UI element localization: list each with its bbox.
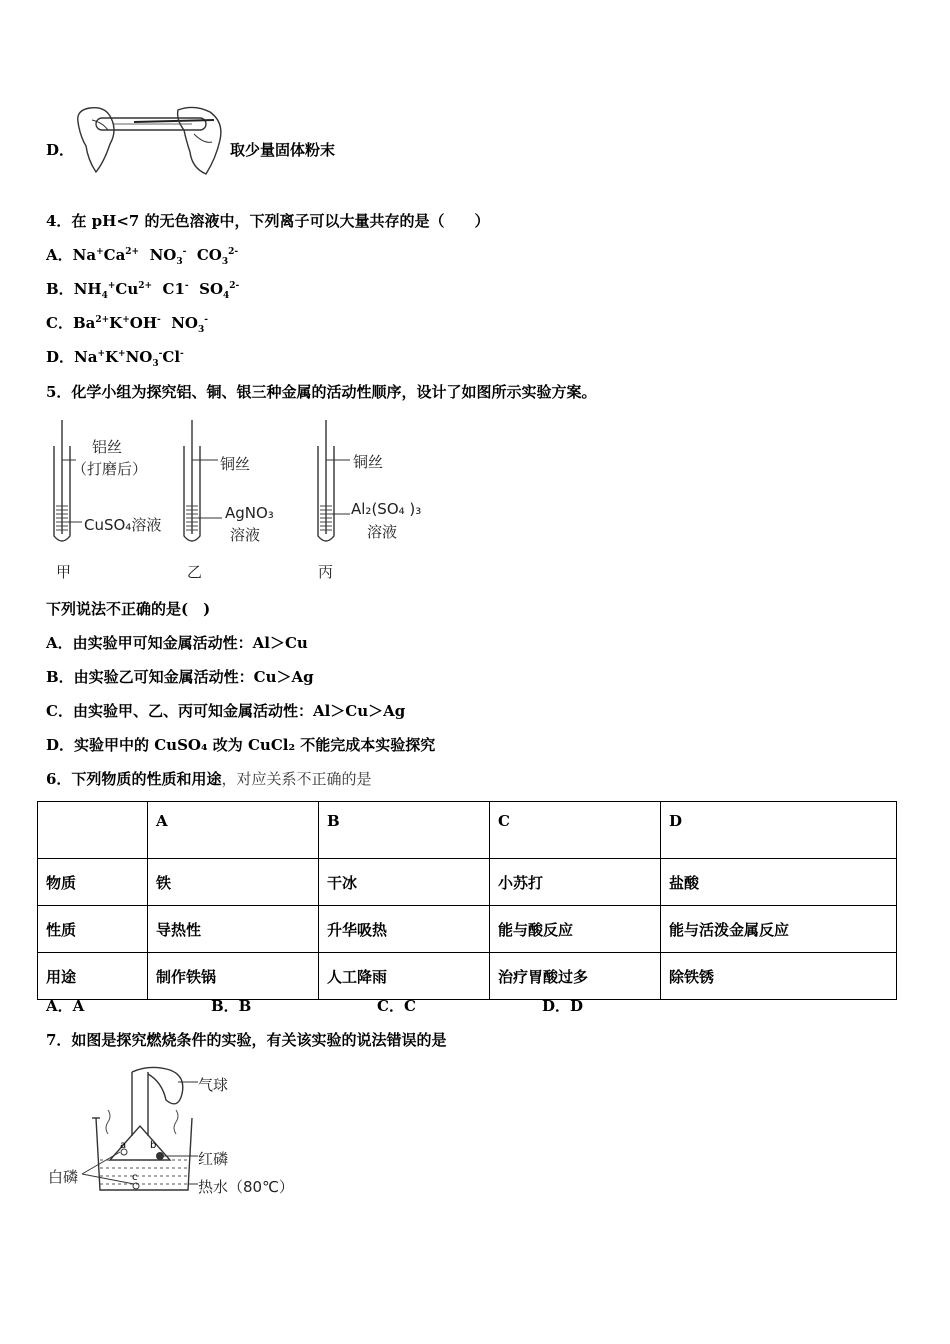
red-phosphorus-b — [156, 1152, 164, 1160]
tube1-solution-label: CuSO₄溶液 — [84, 516, 162, 534]
tube2-wire-label: 铜丝 — [220, 455, 251, 473]
q4-option-a: A．$Na^+Ca^{2+}$ $NO_3^-$ $CO_3^{2-}$ — [46, 246, 239, 267]
white-phosphorus-leaders — [80, 1140, 140, 1190]
table-header-cell: B — [319, 802, 490, 859]
tube3-name: 丙 — [318, 563, 334, 581]
table-cell: 能与活泼金属反应 — [661, 906, 897, 953]
table-header-cell: D — [661, 802, 897, 859]
q6-properties-table — [37, 801, 897, 1000]
table-cell: 除铁锈 — [661, 953, 897, 1000]
tube1-name: 甲 — [56, 563, 72, 581]
q3-option-d-text: 取少量固体粉末 — [230, 141, 336, 159]
q5-option-c: C．由实验甲、乙、丙可知金属活动性：Al＞Cu＞Ag — [46, 702, 406, 720]
table-cell: 性质 — [38, 906, 148, 953]
q6-answer-b: B．B — [211, 997, 252, 1015]
table-header-cell — [38, 802, 148, 859]
q6-answer-d: D．D — [542, 997, 584, 1015]
q4-stem: 4．在 pH<7 的无色溶液中，下列离子可以大量共存的是（ ） — [46, 212, 490, 230]
table-cell: 用途 — [38, 953, 148, 1000]
q3-option-d — [46, 140, 74, 160]
mark-c: c — [132, 1172, 138, 1183]
q3-option-d-label: D． — [46, 141, 75, 159]
tube-bing — [318, 420, 350, 541]
table-cell: 盐酸 — [661, 859, 897, 906]
tube3-solution-label-1: Al₂(SO₄ )₃ — [351, 500, 422, 518]
mark-b: b — [150, 1140, 157, 1151]
table-cell: 铁 — [148, 859, 319, 906]
table-row — [38, 906, 897, 953]
q4-option-c: C．$Ba^{2+}K^+OH^-$ $NO_3^-$ — [46, 314, 209, 335]
balloon-label: 气球 — [198, 1076, 229, 1094]
tube-jia — [54, 420, 82, 541]
table-cell: 物质 — [38, 859, 148, 906]
mark-a: a — [120, 1140, 127, 1151]
tube1-wire-label: 铝丝 — [92, 438, 123, 456]
table-header-row — [38, 802, 897, 859]
table-header-cell: A — [148, 802, 319, 859]
table-cell: 导热性 — [148, 906, 319, 953]
tube1-wire-note: （打磨后） — [72, 460, 148, 478]
test-tube-hands-illustration — [74, 100, 226, 178]
table-row — [38, 859, 897, 906]
tube3-wire-label: 铜丝 — [353, 453, 384, 471]
table-cell: 制作铁锅 — [148, 953, 319, 1000]
table-cell: 能与酸反应 — [490, 906, 661, 953]
q5-question: 下列说法不正确的是( ) — [46, 600, 211, 618]
white-phosphorus-label: 白磷 — [48, 1168, 79, 1186]
q7-stem: 7．如图是探究燃烧条件的实验，有关该实验的说法错误的是 — [46, 1031, 447, 1049]
table-row — [38, 953, 897, 1000]
table-cell: 人工降雨 — [319, 953, 490, 1000]
red-phosphorus-label: 红磷 — [198, 1150, 229, 1168]
q4-option-b: B．$NH_4^+Cu^{2+}$ C1- $SO_4^{2-}$ — [46, 280, 240, 301]
tube2-solution-label-1: AgNO₃ — [225, 504, 274, 522]
q5-option-d: D．实验甲中的 CuSO₄ 改为 CuCl₂ 不能完成本实验探究 — [46, 736, 436, 754]
q5-option-a: A．由实验甲可知金属活动性：Al＞Cu — [46, 634, 308, 652]
table-cell: 干冰 — [319, 859, 490, 906]
table-cell: 小苏打 — [490, 859, 661, 906]
q6-answer-a: A．A — [46, 997, 85, 1015]
table-cell: 升华吸热 — [319, 906, 490, 953]
q5-option-b: B．由实验乙可知金属活动性：Cu＞Ag — [46, 668, 314, 686]
table-header-cell: C — [490, 802, 661, 859]
q6-stem: 6．下列物质的性质和用途，对应关系不正确的是 — [46, 770, 372, 788]
tube-yi — [184, 420, 222, 541]
tube3-solution-label-2: 溶液 — [367, 523, 398, 541]
q6-answer-c: C．C — [377, 997, 416, 1015]
q4-option-d: D．$Na^+K^+NO_3^-Cl^-$ — [46, 348, 184, 369]
table-cell: 治疗胃酸过多 — [490, 953, 661, 1000]
hot-water-label: 热水（80℃） — [198, 1178, 294, 1196]
q5-stem: 5．化学小组为探究铝、铜、银三种金属的活动性顺序，设计了如图所示实验方案。 — [46, 383, 597, 401]
tube2-solution-label-2: 溶液 — [230, 526, 261, 544]
tube2-name: 乙 — [187, 563, 203, 581]
